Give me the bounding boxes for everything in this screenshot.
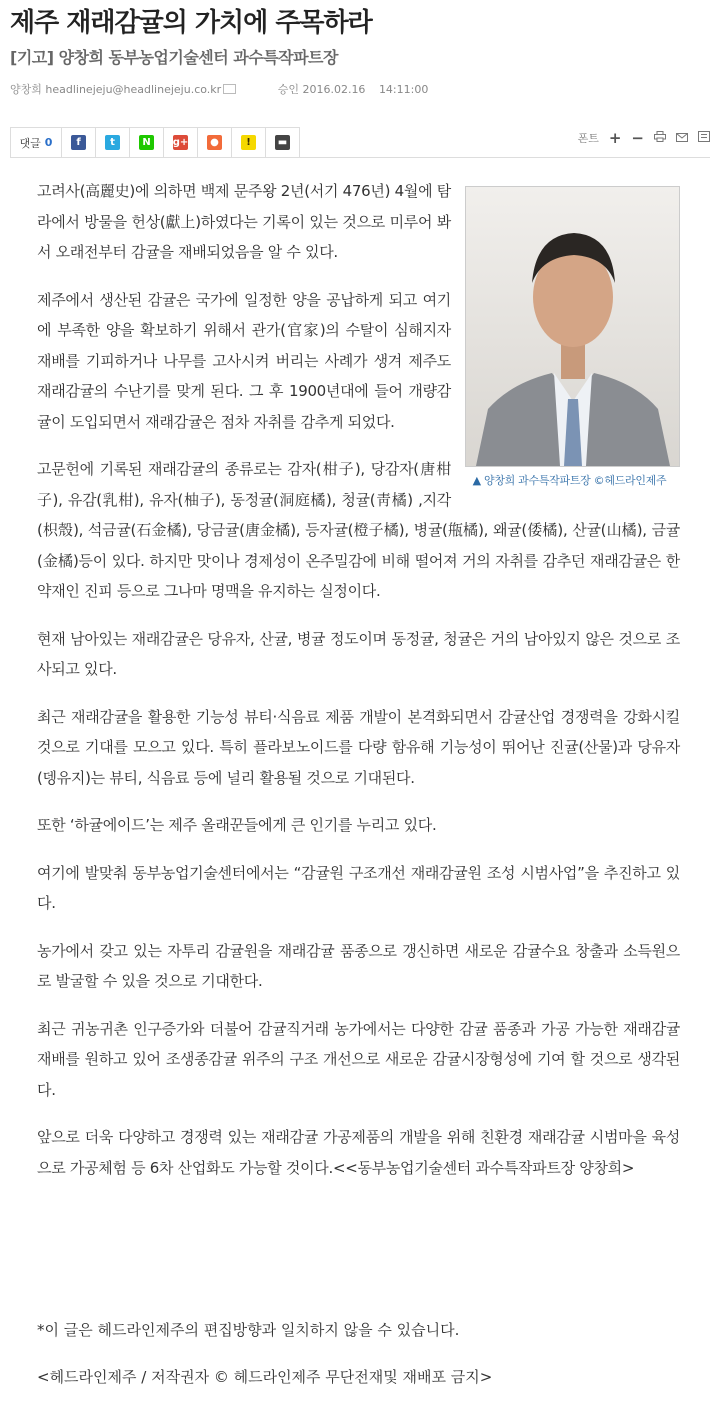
google-plus-icon: g+ bbox=[173, 135, 188, 150]
share-google-plus-button[interactable] bbox=[164, 128, 198, 157]
paragraph: 현재 남아있는 재래감귤은 당유자, 산귤, 병귤 정도이며 동정귤, 청귤은 거의 남아있지 않은 것으로 조사되고 있다. bbox=[37, 629, 680, 678]
share-kakaotalk-button[interactable] bbox=[232, 128, 266, 157]
publish-time: 14:11:00 bbox=[378, 83, 429, 96]
font-increase-icon[interactable]: + bbox=[608, 129, 622, 147]
facebook-icon: f bbox=[71, 135, 86, 150]
comments-label: 댓글 bbox=[19, 136, 41, 150]
comments-count: 0 bbox=[44, 136, 53, 149]
mail-icon[interactable] bbox=[223, 84, 236, 94]
copyright-notice: <헤드라인제주 / 저작권자 © 헤드라인제주 무단전재및 재배포 금지> bbox=[37, 1368, 493, 1386]
article-toolbar bbox=[10, 127, 710, 158]
author-photo-figure bbox=[465, 186, 680, 489]
scrap-icon[interactable] bbox=[698, 131, 710, 145]
paragraph: 앞으로 더욱 다양하고 경쟁력 있는 재래감귤 가공제품의 개발을 위해 친환경 재래감귤 시범마을 육성으로 가공체험 등 6차 산업화도 가능할 것이다.<<동부농업기술센터 과수특작파트장 양창희> bbox=[37, 1128, 680, 1177]
share-twitter-button[interactable] bbox=[96, 128, 130, 157]
photo-caption: ▲ 양창희 과수특작파트장 ©헤드라인제주 bbox=[472, 474, 667, 487]
font-decrease-icon[interactable]: − bbox=[631, 129, 644, 147]
article-subtitle: [기고] 양창희 동부농업기술센터 과수특작파트장 bbox=[10, 48, 338, 67]
font-label: 폰트 bbox=[577, 132, 599, 145]
paragraph: 여기에 발맞춰 동부농업기술센터에서는 “감귤원 구조개선 재래감귤원 조성 시범사업”을 추진하고 있다. bbox=[37, 863, 680, 912]
author-email[interactable]: 양창희 headlinejeju@headlinejeju.co.kr bbox=[10, 83, 222, 96]
paragraph: 고문헌에 기록된 재래감귤의 종류로는 감자(柑子), 당감자(唐柑子), 유감(乳柑), 유자(柚子), 동정귤(洞庭橘), 청귤(靑橘) ,지각(枳殼), 석금귤(石金橘), 당금귤(唐金橘), 등자귤(橙子橘), 병귤(甁橘), 왜귤(倭橘), 산귤(山橘), 금귤(金橘)등이 있다. 하지만 맛이나 경제성이 온주밀감에 비해 떨어져 거의 자취를 감추던 재래감귤은 한약재인 진피 등으로 그나마 명맥을 유지하는 실정이다. bbox=[37, 460, 680, 600]
kakaotalk-icon: ! bbox=[241, 135, 256, 150]
share-kakaostory-button[interactable] bbox=[198, 128, 232, 157]
email-icon[interactable] bbox=[676, 132, 688, 145]
publish-date: 2016.02.16 bbox=[302, 83, 366, 96]
article-body bbox=[37, 176, 680, 1200]
approved-label: 승인 bbox=[277, 83, 299, 96]
paragraph: 고려사(高麗史)에 의하면 백제 문주왕 2년(서기 476년) 4월에 탐라에서 방물을 헌상(獻上)하였다는 기록이 있는 것으로 미루어 봐서 오래전부터 감귤을 재배되었음을 알 수 있다. bbox=[37, 182, 451, 261]
twitter-icon: t bbox=[105, 135, 120, 150]
naver-icon: N bbox=[139, 135, 154, 150]
share-bar bbox=[10, 127, 300, 157]
article-title: 제주 재래감귤의 가치에 주목하라 bbox=[10, 8, 372, 38]
share-facebook-button[interactable] bbox=[62, 128, 96, 157]
byline bbox=[10, 81, 428, 97]
share-naver-button[interactable] bbox=[130, 128, 164, 157]
editorial-disclaimer: *이 글은 헤드라인제주의 편집방향과 일치하지 않을 수 있습니다. bbox=[37, 1321, 460, 1339]
paragraph: 최근 귀농귀촌 인구증가와 더불어 감귤직거래 농가에서는 다양한 감귤 품종과 가공 가능한 재래감귤재배를 원하고 있어 조생종감귤 위주의 구조 개선으로 새로운 감귤시장형성에 기여 할 것으로 생각된다. bbox=[37, 1019, 680, 1099]
paragraph: 또한 ‘하귤에이드’는 제주 올래꾼들에게 큰 인기를 누리고 있다. bbox=[37, 816, 437, 834]
article-tools bbox=[578, 129, 710, 147]
comments-button[interactable] bbox=[11, 128, 62, 157]
paragraph: 제주에서 생산된 감귤은 국가에 일정한 양을 공납하게 되고 여기에 부족한 양을 확보하기 위해서 관가(官家)의 수탈이 심해지자 재배를 기피하거나 나무를 고사시켜 버리는 사례가 생겨 제주도 재래감귤의 수난기를 맞게 된다. 그 후 1900년대에 들어 개량감귤이 도입되면서 재래감귤은 점차 자취를 감추게 되었다. bbox=[37, 290, 451, 431]
kakaostory-icon: ● bbox=[207, 135, 222, 150]
share-band-button[interactable] bbox=[266, 128, 299, 157]
paragraph: 농가에서 갖고 있는 자투리 감귤원을 재래감귤 품종으로 갱신하면 새로운 감귤수요 창출과 소득원으로 발굴할 수 있을 것으로 기대한다. bbox=[37, 941, 680, 990]
author-photo[interactable] bbox=[465, 186, 680, 467]
print-icon[interactable] bbox=[654, 131, 666, 145]
paragraph: 최근 재래감귤을 활용한 기능성 뷰티·식음료 제품 개발이 본격화되면서 감귤산업 경쟁력을 강화시킬 것으로 기대를 모으고 있다. 특히 플라보노이드를 다량 함유해 기능성이 뛰어난 진귤(산물)과 당유자(뎅유지)는 뷰티, 식음료 등에 널리 활용될 것으로 기대된다. bbox=[37, 707, 680, 787]
band-icon: ▬ bbox=[275, 135, 290, 150]
